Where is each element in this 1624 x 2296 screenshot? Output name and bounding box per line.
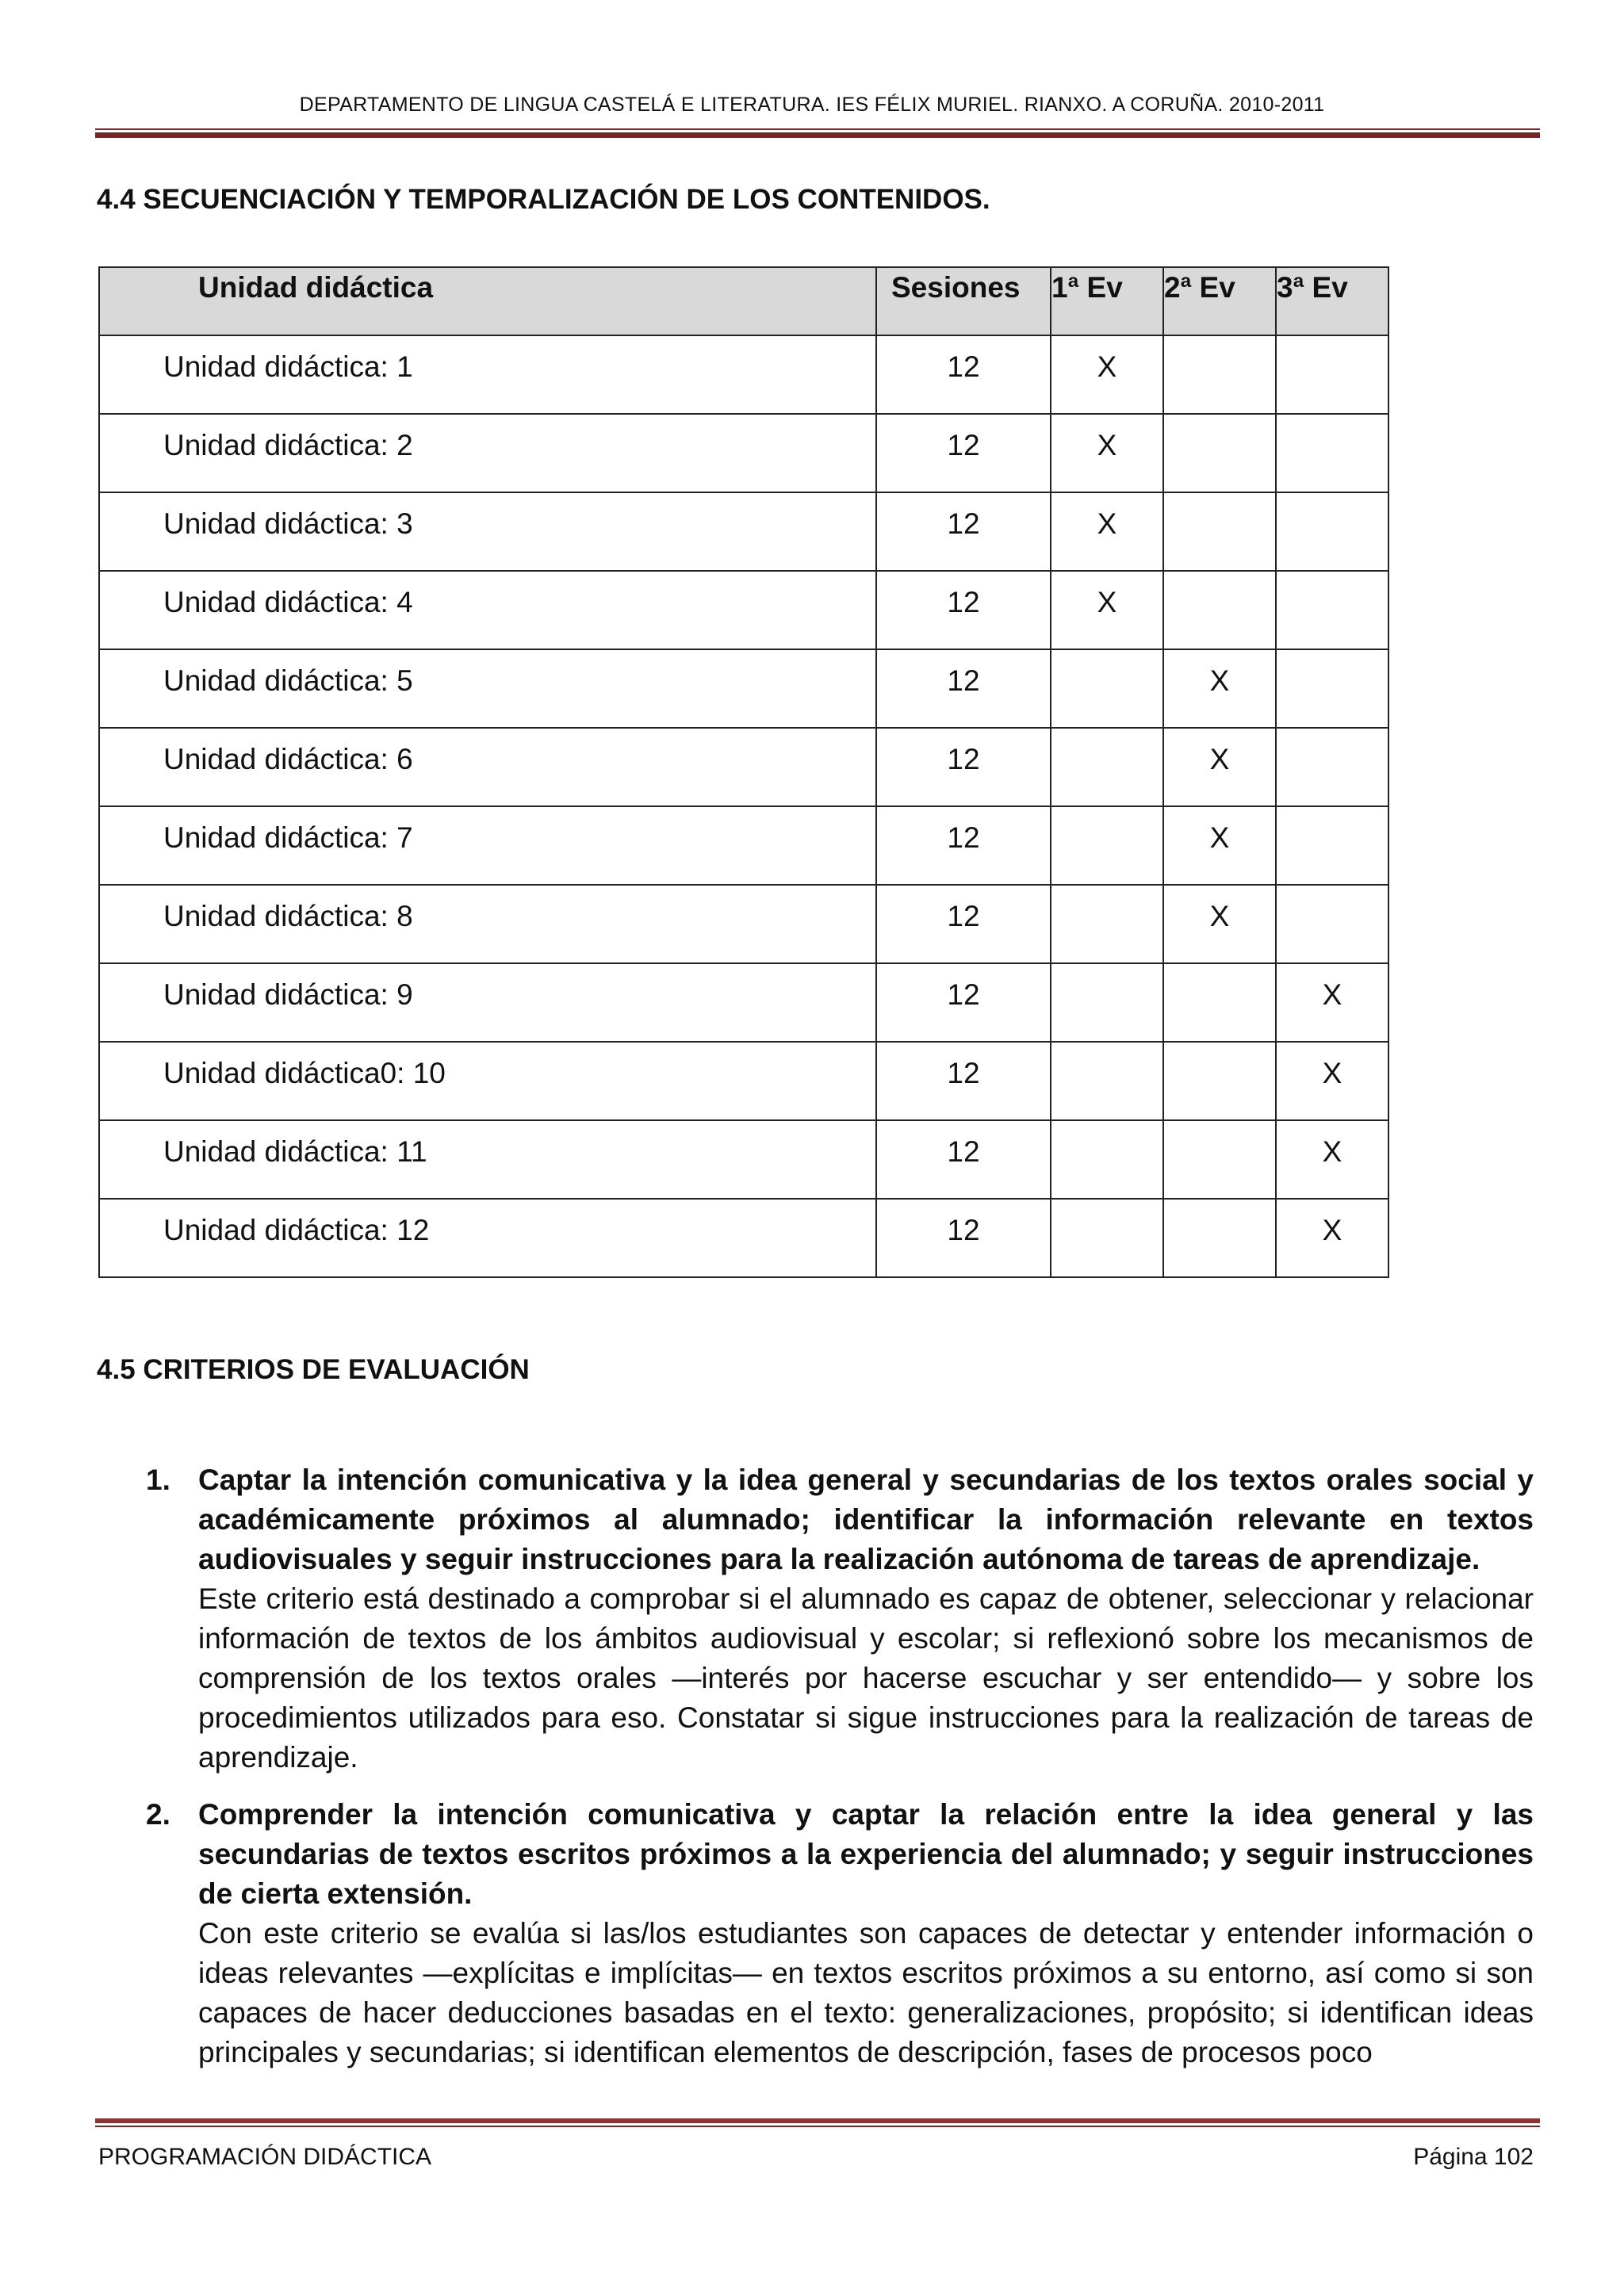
ev1-cell [1051,1199,1163,1277]
header-unit: Unidad didáctica [99,267,876,335]
sessions-cell: 12 [876,1042,1051,1120]
table-row [99,335,1388,414]
ev2-cell [1163,335,1276,414]
unit-cell: Unidad didáctica: 4 [99,571,876,649]
sessions-cell: 12 [876,885,1051,963]
sessions-cell: 12 [876,963,1051,1042]
ev1-cell: X [1051,414,1163,492]
sessions-cell: 12 [876,728,1051,806]
list-item [147,1795,1534,2072]
ev3-cell [1276,492,1388,571]
ev2-cell [1163,414,1276,492]
unit-cell: Unidad didáctica: 3 [99,492,876,571]
table-row [99,1199,1388,1277]
ev3-cell: X [1276,1199,1388,1277]
section-title-4-4: 4.4 SECUENCIACIÓN Y TEMPORALIZACIÓN DE LOS CONTENIDOS. [97,184,990,215]
ev1-cell [1051,1120,1163,1199]
ev1-cell [1051,1042,1163,1120]
ev2-cell: X [1163,649,1276,728]
table-header-row [99,267,1388,335]
ev1-cell [1051,649,1163,728]
ev1-cell [1051,806,1163,885]
table-row [99,728,1388,806]
criterion-description: Con este criterio se evalúa si las/los estudiantes son capaces de detectar y entender información o ideas relevantes —explícitas e implícitas— en textos escritos próximos a su entorno, así como si son capaces de hacer deducciones basadas en el texto: generalizaciones, propósito; si identifican ideas principales y secundarias; si identifican elementos de descripción, fases de procesos poco [198,1917,1534,2068]
ev2-cell [1163,1120,1276,1199]
header-rule [95,128,1540,138]
ev3-cell: X [1276,963,1388,1042]
item-number: 1. [146,1464,170,1496]
sessions-cell: 12 [876,335,1051,414]
ev2-cell: X [1163,885,1276,963]
footer-title: PROGRAMACIÓN DIDÁCTICA [98,2144,432,2170]
ev1-cell [1051,728,1163,806]
units-table [98,266,1389,1278]
unit-cell: Unidad didáctica0: 10 [99,1042,876,1120]
unit-cell: Unidad didáctica: 6 [99,728,876,806]
ev2-cell: X [1163,806,1276,885]
page-number: Página 102 [1413,2144,1534,2170]
ev1-cell: X [1051,571,1163,649]
sessions-cell: 12 [876,414,1051,492]
ev2-cell [1163,1042,1276,1120]
unit-cell: Unidad didáctica: 5 [99,649,876,728]
table-row [99,414,1388,492]
table-row [99,806,1388,885]
ev2-cell [1163,492,1276,571]
ev3-cell [1276,885,1388,963]
ev1-cell [1051,963,1163,1042]
unit-cell: Unidad didáctica: 9 [99,963,876,1042]
unit-cell: Unidad didáctica: 7 [99,806,876,885]
header-ev3: 3ª Ev [1276,267,1388,335]
table-row [99,1120,1388,1199]
ev2-cell [1163,963,1276,1042]
list-item [147,1460,1534,1777]
sessions-cell: 12 [876,492,1051,571]
ev3-cell [1276,806,1388,885]
criterion-statement: Captar la intención comunicativa y la idea general y secundarias de los textos orales social y académicamente próximos al alumnado; identificar la información relevante en textos audiovisuales y seguir instrucciones para la realización autónoma de tareas de aprendizaje. [198,1464,1534,1575]
table-row [99,963,1388,1042]
sessions-cell: 12 [876,1120,1051,1199]
header-sessions: Sesiones [876,267,1051,335]
unit-cell: Unidad didáctica: 1 [99,335,876,414]
unit-cell: Unidad didáctica: 11 [99,1120,876,1199]
sessions-cell: 12 [876,571,1051,649]
ev2-cell: X [1163,728,1276,806]
header-ev1: 1ª Ev [1051,267,1163,335]
section-title-4-5: 4.5 CRITERIOS DE EVALUACIÓN [97,1354,530,1385]
criterion-statement: Comprender la intención comunicativa y captar la relación entre la idea general y las secundarias de textos escritos próximos a la experiencia del alumnado; y seguir instrucciones de cierta extensión. [198,1798,1534,1910]
ev1-cell: X [1051,492,1163,571]
table-row [99,492,1388,571]
ev1-cell: X [1051,335,1163,414]
ev3-cell [1276,728,1388,806]
table-row [99,571,1388,649]
ev3-cell [1276,649,1388,728]
ev2-cell [1163,571,1276,649]
unit-cell: Unidad didáctica: 2 [99,414,876,492]
sessions-cell: 12 [876,649,1051,728]
sessions-cell: 12 [876,806,1051,885]
unit-cell: Unidad didáctica: 12 [99,1199,876,1277]
ev3-cell [1276,335,1388,414]
unit-cell: Unidad didáctica: 8 [99,885,876,963]
table-row [99,649,1388,728]
ev3-cell: X [1276,1042,1388,1120]
footer-rule [95,2118,1540,2127]
ev3-cell [1276,414,1388,492]
table-row [99,1042,1388,1120]
header-ev2: 2ª Ev [1163,267,1276,335]
criterion-description: Este criterio está destinado a comprobar si el alumnado es capaz de obtener, seleccionar y relacionar información de textos de los ámbitos audiovisual y escolar; si reflexionó sobre los mecanismos de comprensión de los textos orales —interés por hacerse escuchar y ser entendido— y sobre los procedimientos utilizados para eso. Constatar si sigue instrucciones para la realización de tareas de aprendizaje. [198,1582,1534,1774]
ev3-cell [1276,571,1388,649]
sessions-cell: 12 [876,1199,1051,1277]
ev3-cell: X [1276,1120,1388,1199]
page-header: DEPARTAMENTO DE LINGUA CASTELÁ E LITERATURA. IES FÉLIX MURIEL. RIANXO. A CORUÑA. 2010-2011 [299,94,1325,116]
ev1-cell [1051,885,1163,963]
item-number: 2. [146,1798,170,1831]
criteria-list [147,1460,1534,2090]
ev2-cell [1163,1199,1276,1277]
table-row [99,885,1388,963]
